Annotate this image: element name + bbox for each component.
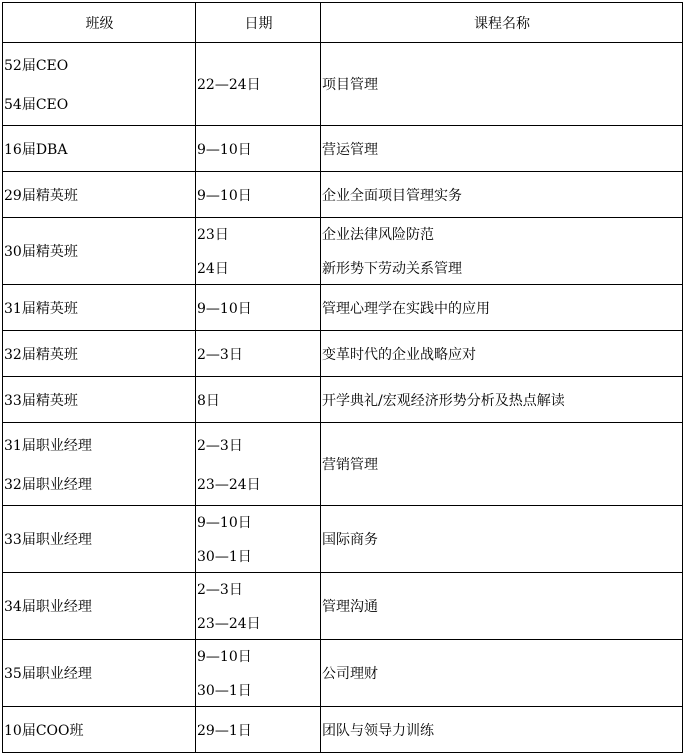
date-value: 2—3日 [197,346,243,363]
course-name: 新形势下劳动关系管理 [322,261,462,277]
course-cell [321,126,683,172]
class-name: 29届精英班 [4,187,78,204]
class-cell [3,172,196,218]
class-cell [3,126,196,172]
course-cell [321,423,683,506]
course-name: 企业法律风险防范 [322,227,434,243]
course-name: 变革时代的企业战略应对 [322,346,476,363]
course-cell [321,172,683,218]
date-cell [196,423,321,506]
class-name: 35届职业经理 [4,666,92,682]
table-row [3,172,683,218]
course-name: 营销管理 [322,457,378,473]
header-course: 课程名称 [321,3,683,43]
course-name: 开学典礼/宏观经济形势分析及热点解读 [322,392,565,409]
date-value: 23—24日 [197,616,261,632]
course-cell [321,218,683,285]
course-schedule-table [2,2,683,753]
table-row [3,506,683,573]
header-class: 班级 [3,3,196,43]
course-name: 国际商务 [322,532,378,548]
class-cell [3,707,196,753]
course-cell [321,377,683,423]
class-name: 10届COO班 [4,722,84,739]
date-cell [196,218,321,285]
date-value: 30—1日 [197,549,252,565]
course-cell [321,573,683,640]
date-value: 23—24日 [197,476,261,493]
table-row [3,573,683,640]
class-name: 31届职业经理 [4,437,92,454]
date-value: 9—10日 [197,187,252,204]
class-cell [3,423,196,506]
date-cell [196,285,321,331]
table-row [3,707,683,753]
class-name: 52届CEO [4,57,69,74]
table-row [3,218,683,285]
class-cell [3,573,196,640]
class-name: 33届职业经理 [4,532,92,548]
class-name: 54届CEO [4,96,69,113]
date-value: 8日 [197,392,220,409]
date-cell [196,43,321,126]
class-name: 34届职业经理 [4,599,92,615]
class-name: 33届精英班 [4,392,78,409]
date-cell [196,707,321,753]
course-cell [321,331,683,377]
class-name: 32届精英班 [4,346,78,363]
class-cell [3,285,196,331]
date-value: 2—3日 [197,582,243,598]
date-cell [196,640,321,707]
class-cell [3,640,196,707]
class-cell [3,506,196,573]
date-value: 30—1日 [197,683,252,699]
class-name: 32届职业经理 [4,476,92,493]
table-row [3,126,683,172]
header-date: 日期 [196,3,321,43]
date-cell [196,126,321,172]
course-cell [321,43,683,126]
header-row [3,3,683,43]
table-row [3,640,683,707]
date-value: 22—24日 [197,77,261,93]
table-row [3,423,683,506]
table-row [3,43,683,126]
course-name: 营运管理 [322,141,378,158]
class-cell [3,43,196,126]
date-value: 23日 [197,227,229,243]
course-cell [321,506,683,573]
class-cell [3,218,196,285]
date-value: 9—10日 [197,300,252,317]
table-row [3,377,683,423]
course-name: 管理心理学在实践中的应用 [322,300,490,317]
class-cell [3,331,196,377]
course-cell [321,640,683,707]
class-name: 31届精英班 [4,300,78,317]
course-name: 项目管理 [322,77,378,93]
class-cell [3,377,196,423]
course-cell [321,707,683,753]
date-value: 24日 [197,261,229,277]
date-value: 29—1日 [197,722,252,739]
course-name: 团队与领导力训练 [322,722,434,739]
course-name: 企业全面项目管理实务 [322,187,462,204]
date-value: 2—3日 [197,437,243,454]
date-cell [196,172,321,218]
date-cell [196,377,321,423]
table-row [3,331,683,377]
course-cell [321,285,683,331]
date-value: 9—10日 [197,649,252,665]
date-value: 9—10日 [197,515,252,531]
course-name: 公司理财 [322,666,378,682]
date-cell [196,331,321,377]
course-name: 管理沟通 [322,599,378,615]
date-cell [196,573,321,640]
table-row [3,285,683,331]
date-value: 9—10日 [197,141,252,158]
class-name: 30届精英班 [4,244,78,260]
class-name: 16届DBA [4,141,68,158]
date-cell [196,506,321,573]
